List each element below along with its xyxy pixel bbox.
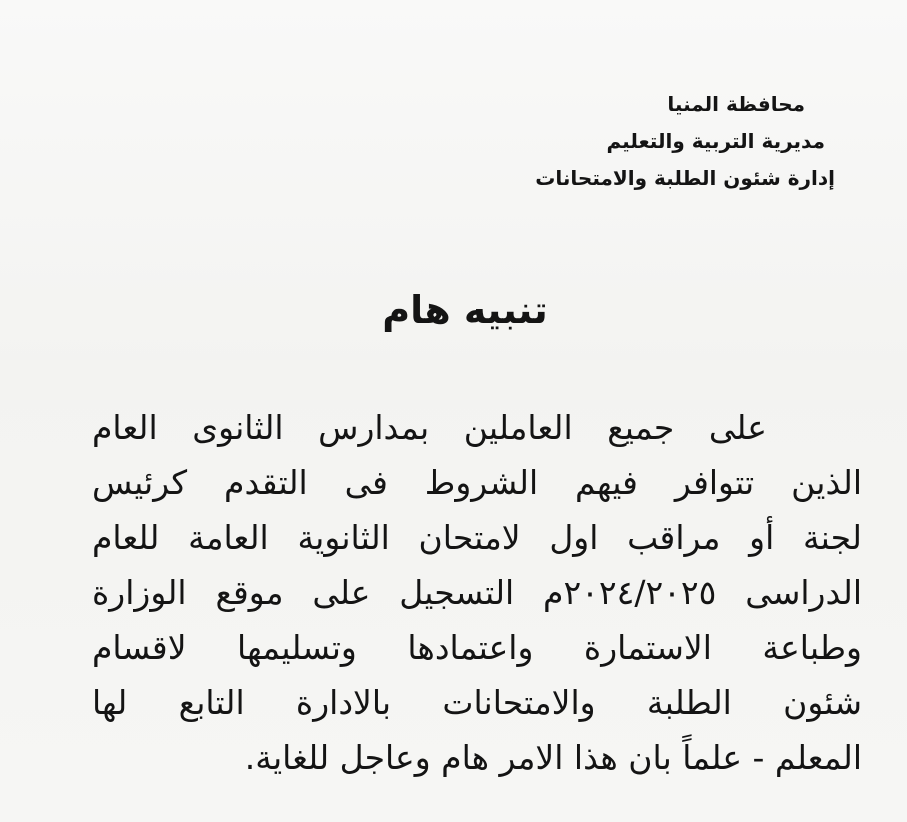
letterhead (535, 86, 835, 197)
body-line: وطباعة الاستمارة واعتمادها وتسليمها لاقسام (92, 628, 862, 667)
body-line: شئون الطلبة والامتحانات بالادارة التابع لها (92, 683, 862, 722)
notice-title: تنبيه هام (382, 288, 548, 332)
body-line: الدراسى ٢٠٢٤/٢٠٢٥م التسجيل على موقع الوزارة (92, 573, 863, 612)
body-line: المعلم - علماً بان هذا الامر هام وعاجل للغاية. (244, 738, 862, 777)
department-line: إدارة شئون الطلبة والامتحانات (535, 166, 835, 190)
directorate-line: مديرية التربية والتعليم (606, 129, 825, 153)
governorate-line: محافظة المنيا (667, 92, 805, 116)
body-line: على جميع العاملين بمدارس الثانوى العام (92, 408, 767, 447)
notice-body (92, 400, 862, 785)
body-line: لجنة أو مراقب اول لامتحان الثانوية العامة للعام (92, 518, 862, 557)
body-line: الذين تتوافر فيهم الشروط فى التقدم كرئيس (92, 463, 862, 502)
